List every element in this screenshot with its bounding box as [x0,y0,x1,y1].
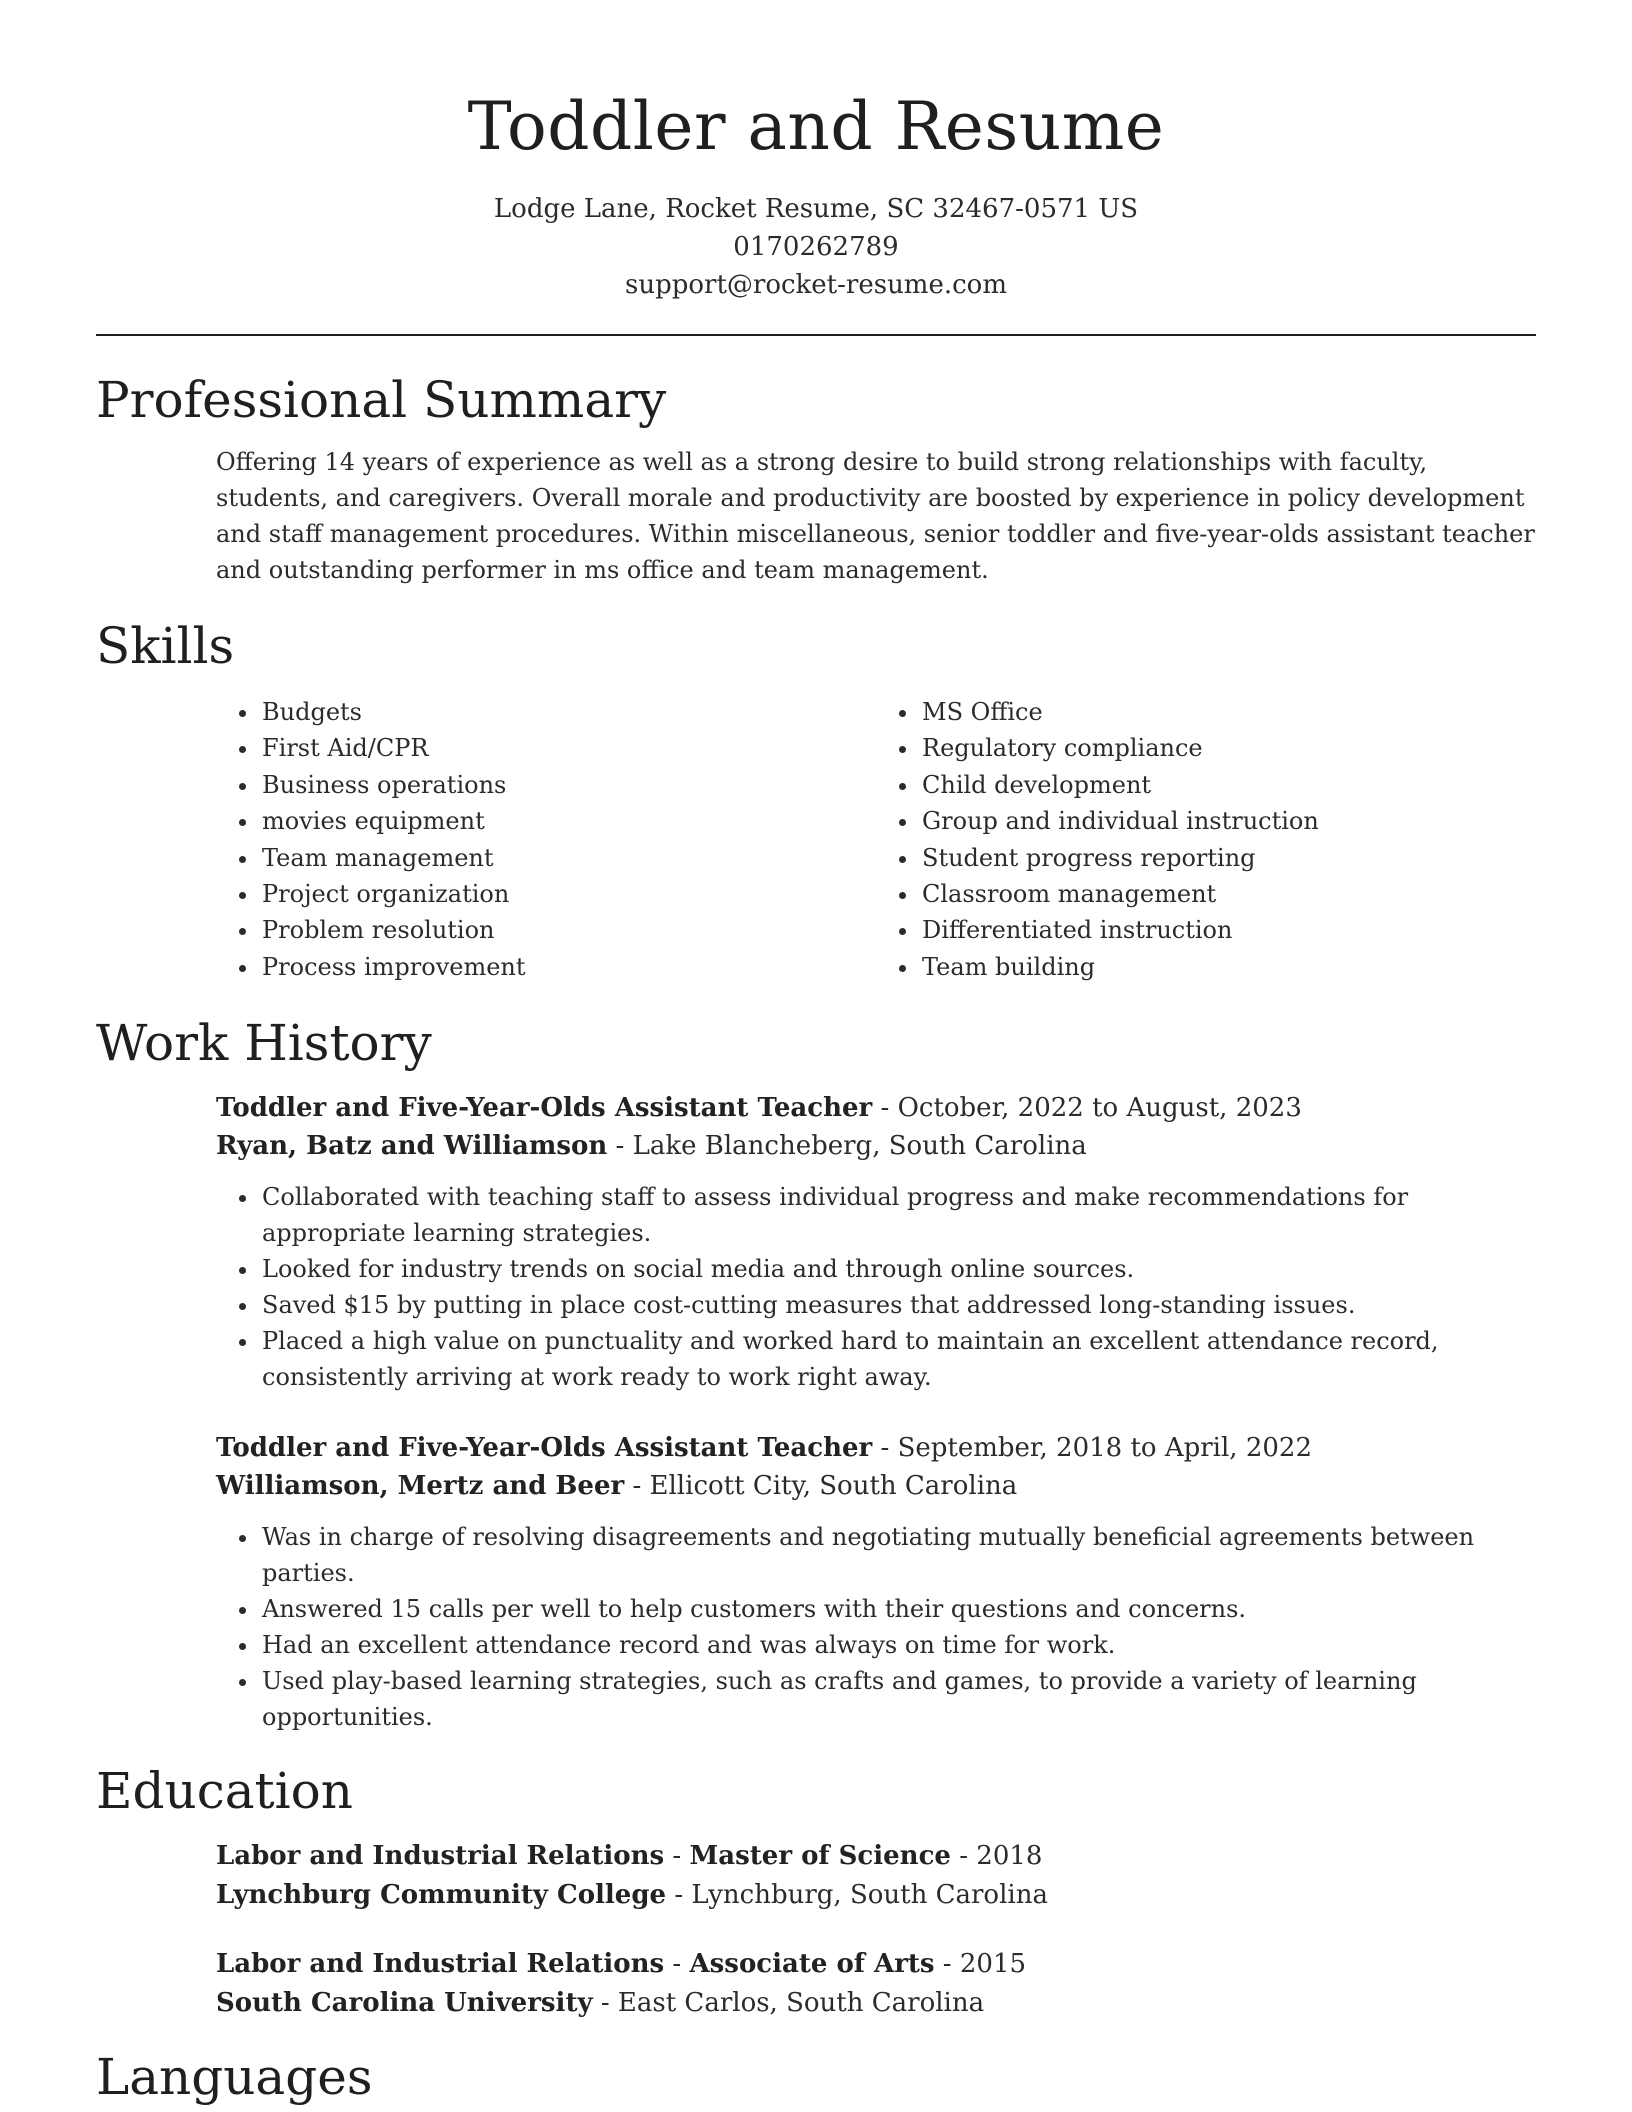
education-year: 2015 [959,1949,1027,1980]
separator: - [666,1880,692,1911]
education-degree-line [216,1837,1536,1876]
education-school-line [216,1984,1536,2023]
job-bullet: • Saved $15 by putting in place cost-cutting measures that addressed long-standing issues. [260,1287,1536,1323]
skill-item: • MS Office [920,694,1536,730]
job-bullet: • Used play-based learning strategies, such as crafts and games, to provide a variety of learning opportunities. [260,1663,1536,1735]
education-entry [216,1945,1536,2023]
job-role: Toddler and Five-Year-Olds Assistant Teacher [216,1093,873,1124]
education-school: South Carolina University [216,1988,593,2019]
education-field: Labor and Industrial Relations [216,1841,665,1872]
work-heading: Work History [96,1014,432,1073]
separator: - [872,1093,898,1124]
education-location: East Carlos, South Carolina [617,1988,985,2019]
education-section [96,1759,1536,2023]
education-field: Labor and Industrial Relations [216,1949,665,1980]
skills-grid [216,694,1536,985]
job-dates: September, 2018 to April, 2022 [897,1433,1313,1464]
job-location: Ellicott City, South Carolina [649,1471,1018,1502]
job-title-line [216,1089,1536,1127]
education-school-line [216,1876,1536,1915]
education-entry [216,1837,1536,1915]
summary-section [96,368,1536,588]
job-bullet: • Answered 15 calls per well to help customers with their questions and concerns. [260,1591,1536,1627]
job-bullet: • Was in charge of resolving disagreements and negotiating mutually beneficial agreements between parties. [260,1519,1536,1591]
skill-item: • Team building [920,949,1536,985]
skill-item: • Project organization [260,876,876,912]
skill-item: • Student progress reporting [920,840,1536,876]
job-bullet: • Had an excellent attendance record and was always on time for work. [260,1627,1536,1663]
education-location: Lynchburg, South Carolina [691,1880,1048,1911]
resume-page [96,0,1536,2109]
job-company: Ryan, Batz and Williamson [216,1131,608,1162]
contact-phone: 0170262789 [733,232,899,262]
skill-item: • Problem resolution [260,912,876,948]
separator: - [664,1949,690,1980]
education-year: 2018 [976,1841,1043,1872]
languages-section [96,2045,1536,2109]
contact-email: support@rocket-resume.com [624,270,1007,300]
contact-address: Lodge Lane, Rocket Resume, SC 32467-0571 US [493,194,1139,224]
job-bullet: • Looked for industry trends on social media and through online sources. [260,1251,1536,1287]
education-degree: Master of Science [689,1841,951,1872]
separator: - [872,1433,898,1464]
education-degree: Associate of Arts [689,1949,935,1980]
skills-section [96,614,1536,985]
contact-block [96,190,1536,304]
skill-item: • First Aid/CPR [260,730,876,766]
separator: - [592,1988,618,2019]
separator: - [607,1131,633,1162]
job-entry [216,1429,1536,1735]
education-heading: Education [96,1762,353,1821]
skill-item: • Process improvement [260,949,876,985]
job-bullet: • Collaborated with teaching staff to assess individual progress and make recommendations for appropriate learning strategies. [260,1179,1536,1251]
skill-item: • Team management [260,840,876,876]
skill-item: • movies equipment [260,803,876,839]
candidate-name: Toddler and Resume [467,88,1165,165]
skill-item: • Differentiated instruction [920,912,1536,948]
job-bullet: • Placed a high value on punctuality and worked hard to maintain an excellent attendance record, consistently arriving at work ready to work right away. [260,1323,1536,1395]
job-location: Lake Blancheberg, South Carolina [632,1131,1087,1162]
education-degree-line [216,1945,1536,1984]
education-school: Lynchburg Community College [216,1880,667,1911]
skill-item: • Regulatory compliance [920,730,1536,766]
summary-heading: Professional Summary [96,371,667,429]
job-bullets [216,1519,1536,1735]
separator: - [624,1471,650,1502]
work-section [96,1011,1536,1735]
skills-list-right [876,694,1536,985]
header-divider [96,334,1536,336]
job-title-line [216,1429,1536,1467]
summary-text: Offering 14 years of experience as well as a strong desire to build strong relationships with faculty, students, and caregivers. Overall morale and productivity are boosted by experience in policy development and staff management procedures. Within miscellaneous, senior toddler and five-year-olds assistant teacher and outstanding performer in ms office and team management. [216,448,1535,584]
separator: - [950,1841,977,1872]
job-entry [216,1089,1536,1395]
resume-header [96,0,1536,304]
skill-item: • Group and individual instruction [920,803,1536,839]
separator: - [934,1949,960,1980]
separator: - [664,1841,690,1872]
skill-item: • Budgets [260,694,876,730]
skills-body [216,694,1536,985]
job-bullets [216,1179,1536,1395]
skill-item: • Child development [920,767,1536,803]
job-company-line [216,1127,1536,1165]
skill-item: • Business operations [260,767,876,803]
summary-body [216,444,1536,588]
job-dates: October, 2022 to August, 2023 [897,1093,1302,1124]
skills-heading: Skills [96,617,235,675]
languages-heading: Languages [96,2048,373,2107]
job-role: Toddler and Five-Year-Olds Assistant Teacher [216,1433,873,1464]
skill-item: • Classroom management [920,876,1536,912]
job-company: Williamson, Mertz and Beer [216,1471,625,1502]
job-company-line [216,1467,1536,1505]
skills-list-left [216,694,876,985]
